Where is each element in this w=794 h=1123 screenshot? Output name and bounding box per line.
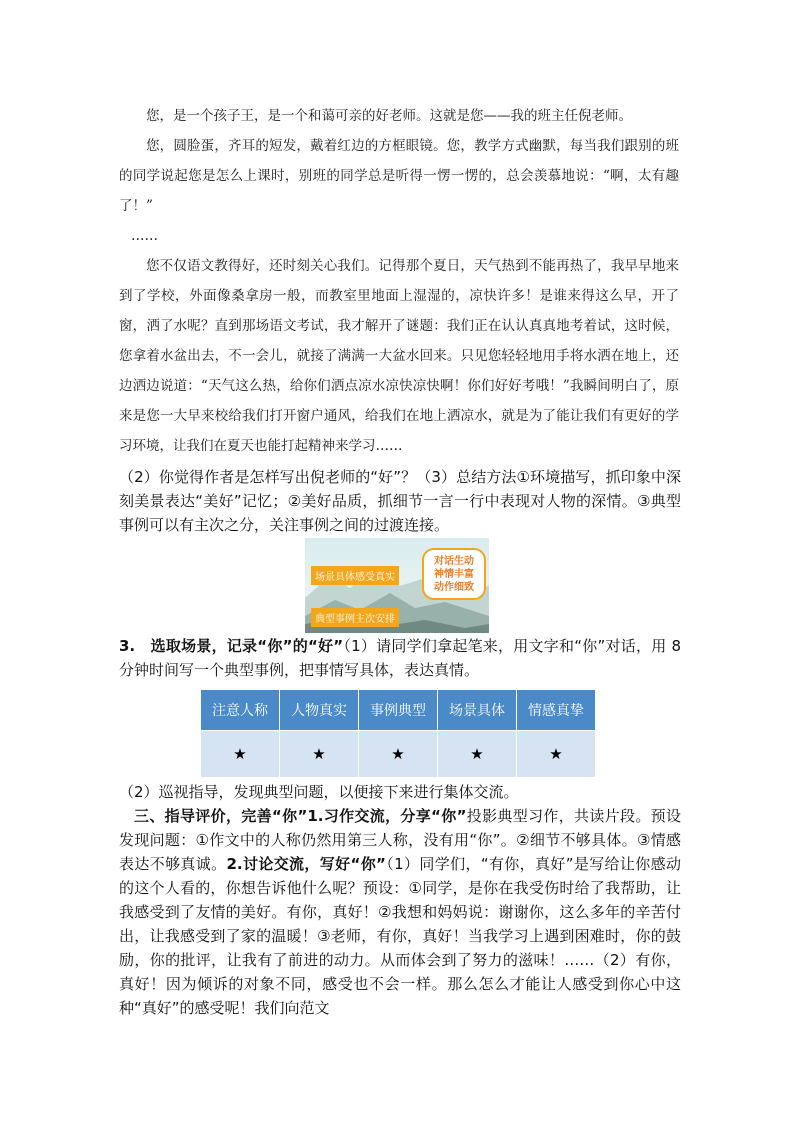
method-illustration <box>305 538 489 633</box>
section-three-paragraph <box>119 804 681 1020</box>
sub-heading-1: 1.习作交流，分享“你” <box>307 807 467 825</box>
speech-bubble <box>422 548 486 600</box>
table-header-cell: 人物真实 <box>280 690 359 731</box>
bubble-line-2: 神情丰富 <box>434 568 474 580</box>
bubble-line-3: 动作细致 <box>434 581 474 593</box>
star-icon: ★ <box>517 731 596 778</box>
table-header-cell: 注意人称 <box>201 690 280 731</box>
patrol-guidance-text: （2）巡视指导，发现典型问题，以便接下来进行集体交流。 <box>119 783 519 801</box>
star-icon: ★ <box>438 731 517 778</box>
star-icon: ★ <box>280 731 359 778</box>
star-icon: ★ <box>201 731 280 778</box>
table-header-cell: 场景具体 <box>438 690 517 731</box>
criteria-table <box>200 689 596 778</box>
star-icon: ★ <box>359 731 438 778</box>
excerpt-ellipsis: …… <box>131 228 158 244</box>
section-3 <box>119 634 681 682</box>
section-three-text-1: 投影典型习作，共读片段。预设发现问题：①作文中的人称仍然用第三人称，没有用“你”。②细节不够具体。③情感表达不够真诚。 <box>119 807 682 873</box>
essay-excerpt <box>119 101 679 461</box>
excerpt-paragraph-3: 您不仅语文教得好，还时刻关心我们。记得那个夏日，天气热到不能再热了，我早早地来到了学校，外面像桑拿房一般，而教室里地面上湿湿的，凉快许多！是谁来得这么早，开了窗，洒了水呢？直到那场语文考试，我才解开了谜题：我们正在认认真真地考着试，这时候，您拿着水盆出去，不一会儿，就接了满满一大盆水回来。只见您轻轻地用手将水洒在地上，还边洒边说道：“天气这么热，给你们洒点凉水凉快凉快啊！你们好好考哦！”我瞬间明白了，原来是您一大早来校给我们打开窗户通风，给我们在地上洒凉水，就是为了能让我们有更好的学习环境，让我们在夏天也能打起精神来学习…… <box>119 258 679 454</box>
table-header-row <box>201 690 596 731</box>
bubble-line-1: 对话生动 <box>434 555 474 567</box>
excerpt-paragraph-2: 您，圆脸蛋，齐耳的短发，戴着红边的方框眼镜。您，教学方式幽默，每当我们跟别的班的同学说起您是怎么上课时，别班的同学总是听得一愣一愣的，总会羡慕地说：“啊，太有趣了！” <box>119 138 679 214</box>
section-three <box>119 780 681 1020</box>
section-3-text: （1）请同学们拿起笔来，用文字和“你”对话，用 8 分钟时间写一个典型事例，把事情写具体，表达真情。 <box>119 637 681 679</box>
section-3-paragraph <box>119 634 681 682</box>
scene-tag: 场景具体感受真实 <box>311 566 399 585</box>
excerpt-paragraph-1: 您，是一个孩子王，是一个和蔼可亲的好老师。这就是您——我的班主任倪老师。 <box>146 108 632 124</box>
table-header-cell: 事例典型 <box>359 690 438 731</box>
sub-heading-2: 2.讨论交流，写好“你” <box>226 855 386 873</box>
example-tag: 典型事例主次安排 <box>311 608 399 627</box>
analysis-paragraph <box>119 465 681 537</box>
table-header-cell: 情感真挚 <box>517 690 596 731</box>
section-three-heading: 三、指导评价，完善“你” <box>134 807 308 825</box>
section-3-heading: 3. 选取场景，记录“你”的“好” <box>119 637 344 655</box>
section-three-text-2: （1）同学们，“有你，真好”是写给让你感动的这个人看的，你想告诉他什么呢？预设：①同学，是你在我受伤时给了我帮助，让我感受到了友情的美好。有你，真好！②我想和妈妈说：谢谢你，这么多年的辛苦付出，让我感受到了家的温暖！③老师，有你，真好！当我学习上遇到困难时，你的鼓励，你的批评，让我有了前进的动力。从而体会到了努力的滋味！……（2）有你，真好！因为倾诉的对象不同，感受也不会一样。那么怎么才能让人感受到你心中这种“真好”的感受呢！我们向范文 <box>119 855 681 1017</box>
method-summary-text: （2）你觉得作者是怎样写出倪老师的“好”？（3）总结方法①环境描写，抓印象中深刻美景表达“美好”记忆；②美好品质，抓细节一言一行中表现对人物的深情。③典型事例可以有主次之分，关注事例之间的过渡连接。 <box>119 468 681 534</box>
table-row <box>201 731 596 778</box>
